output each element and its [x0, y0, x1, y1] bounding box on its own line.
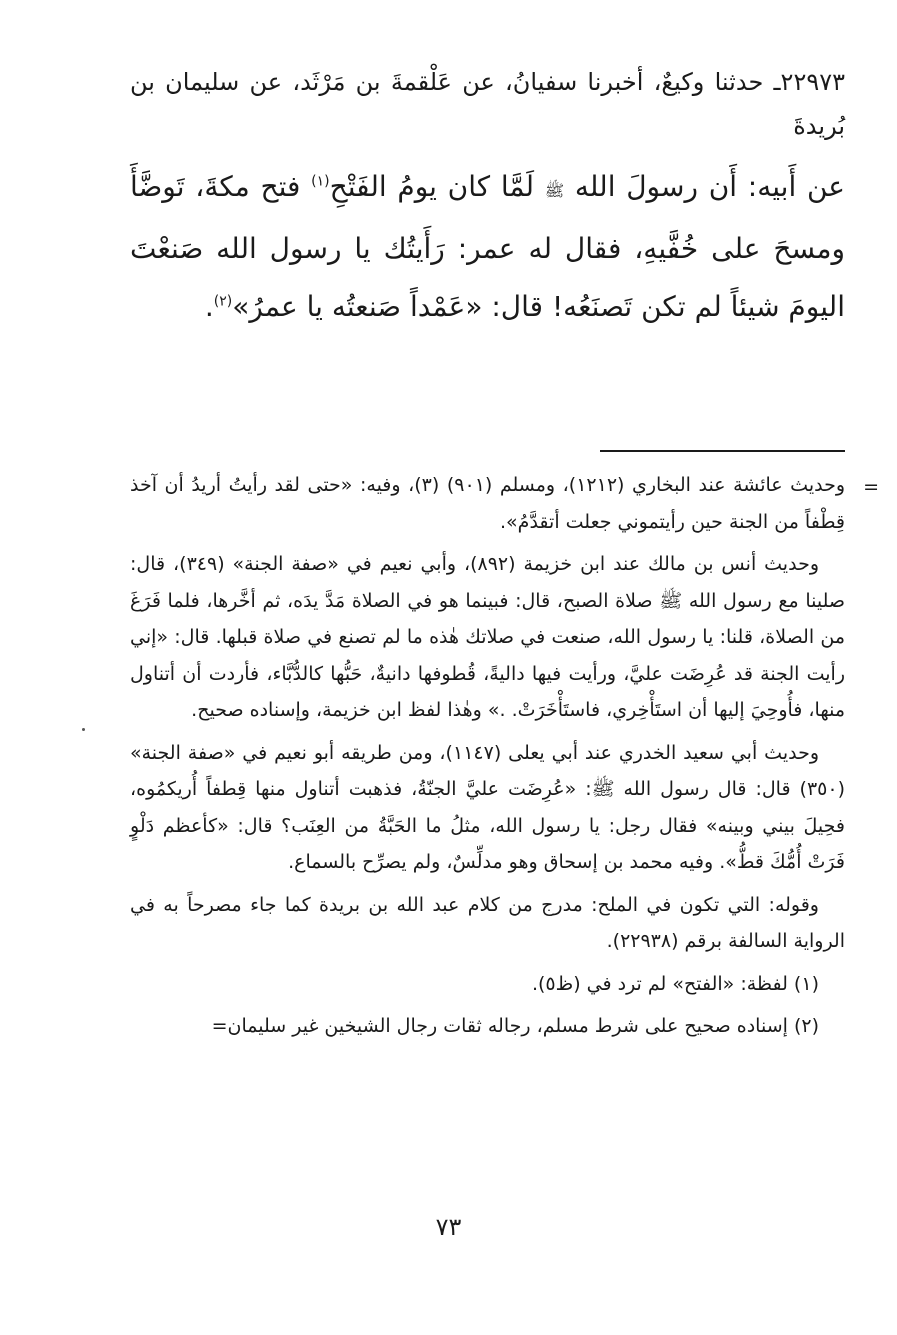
page-number: ٧٣ — [435, 1213, 462, 1241]
matn-end: . — [204, 290, 214, 323]
footnote-ref-2[interactable]: (٢) — [213, 293, 233, 310]
hadith-matn — [130, 158, 845, 336]
matn-part-3: فتح مكةَ، تَوضَّأَ ومسحَ على خُفَّيهِ، فقال له عمر: رَأَيتُك يا رسول الله صَنعْتَ اليومَ شيئاً لم تكن تَصنَعُه! قال: «عَمْداً صَنعتُه يا عمرُ» — [130, 170, 845, 323]
footnote-ref-1[interactable]: (١) — [311, 173, 330, 190]
matn-part-2: لَمَّا كان يومُ الفَتْحِ — [329, 170, 535, 203]
footnote-paragraph: وحديث أبي سعيد الخدري عند أبي يعلى (١١٤٧)، ومن طريقه أبو نعيم في «صفة الجنة» (٣٥٠) قال: قال رسول الله ﷺ: «عُرِضَت عليَّ الجنّةُ، فذهبت أتناول منها قِطفاً أُريكمُوه، فحِيلَ بيني وبينه» فقال رجل: يا رسول الله، مثلُ ما الحَبَّةُ من العِنَب؟ قال: «كأعظم دَلْوٍ فَرَتْ أُمُّكَ قطُّ». وفيه محمد بن إسحاق وهو مدلِّسٌ، ولم يصرِّح بالسماع. — [130, 741, 845, 873]
footnote-paragraph: وحديث أنس بن مالك عند ابن خزيمة (٨٩٢)، وأبي نعيم في «صفة الجنة» (٣٤٩)، قال: صلينا مع رسول الله ﷺ صلاة الصبح، قال: فبينما هو في الصلاة مَدَّ يدَه، ثم أخَّرها، فلما فَرَغَ من الصلاة، قلنا: يا رسول الله، صنعت في صلاتك هٰذه ما لم تصنع في صلاة قبلها. قال: «إني رأيت الجنة قد عُرِضَت عليَّ، ورأيت فيها داليةً، قُطوفها دانيةٌ، حَبُّها كالدُّبَّاء، فأردت أن أتناول منها، فأُوحِيَ إليها أن استَأْخِري، فاستَأْخَرَتْ. .» وهٰذا لفظ ابن خزيمة، وإسناده صحيح. — [130, 553, 845, 721]
stray-dot — [82, 728, 85, 731]
continuation-mark: = — [863, 476, 879, 498]
footnote-1: (١) لفظة: «الفتح» لم ترد في (ظ٥). — [531, 972, 819, 995]
matn-part-1: عن أَبيه: أَن رسولَ الله — [574, 170, 846, 203]
footnote-paragraph: وقوله: التي تكون في الملح: مدرج من كلام عبد الله بن بريدة كما جاء مصرحاً به في الرواية السالفة برقم (٢٢٩٣٨). — [130, 893, 845, 952]
footnote-2: (٢) إسناده صحيح على شرط مسلم، رجاله ثقات رجال الشيخين غير سليمان= — [211, 1015, 819, 1037]
footnotes — [130, 467, 879, 1051]
salla-symbol: ﷺ — [544, 181, 565, 200]
footnote-paragraph: وحديث عائشة عند البخاري (١٢١٢)، ومسلم (٩٠١) (٣)، وفيه: «حتى لقد رأيتُ أريدُ أن آخذ قِطْفاً من الجنة حين رأيتموني جعلت أتقدَّمُ». — [130, 474, 846, 533]
hadith-isnad: ٢٢٩٧٣ـ حدثنا وكيعٌ، أخبرنا سفيانُ، عن عَلْقمةَ بن مَرْثَد، عن سليمان بن بُريدةَ — [130, 68, 845, 140]
main-text — [130, 60, 845, 336]
footnote-separator — [600, 450, 845, 452]
